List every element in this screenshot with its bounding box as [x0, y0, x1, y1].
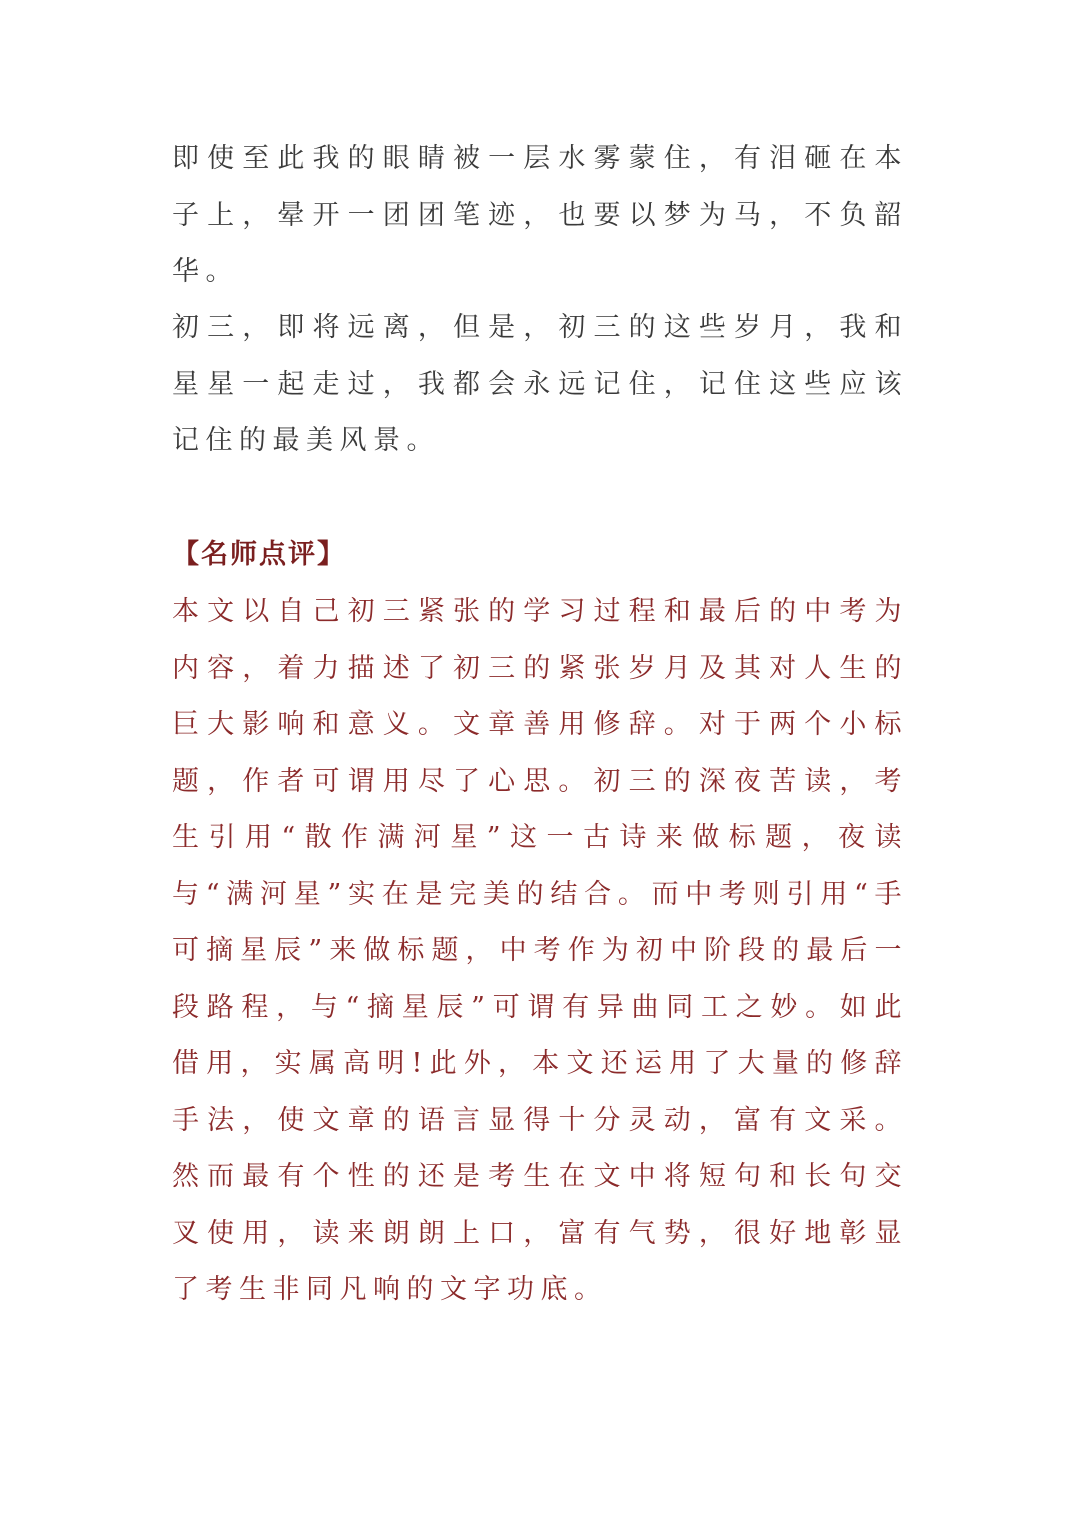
essay-paragraph-2: 初三，即将远离，但是，初三的这些岁月，我和星星一起走过，我都会永远记住，记住这些应该记住的最美风景。 [172, 312, 908, 456]
teacher-comment-text: 本文以自己初三紧张的学习过程和最后的中考为内容，着力描述了初三的紧张岁月及其对人生的巨大影响和意义。文章善用修辞。对于两个小标题，作者可谓用尽了心思。初三的深夜苦读，考生引用“散作满河星”这一古诗来做标题，夜读与“满河星”实在是完美的结合。而中考则引用“手可摘星辰”来做标题，中考作为初中阶段的最后一段路程，与“摘星辰”可谓有异曲同工之妙。如此借用，实属高明!此外，本文还运用了大量的修辞手法，使文章的语言显得十分灵动，富有文采。然而最有个性的还是考生在文中将短句和长句交叉使用，读来朗朗上口，富有气势，很好地彰显了考生非同凡响的文字功底。 [172, 596, 908, 1305]
essay-paragraph-1: 即使至此我的眼睛被一层水雾蒙住，有泪砸在本子上，晕开一团团笔迹，也要以梦为马，不负韶华。 [172, 143, 908, 287]
teacher-comment-heading: 【名师点评】 [172, 539, 346, 570]
